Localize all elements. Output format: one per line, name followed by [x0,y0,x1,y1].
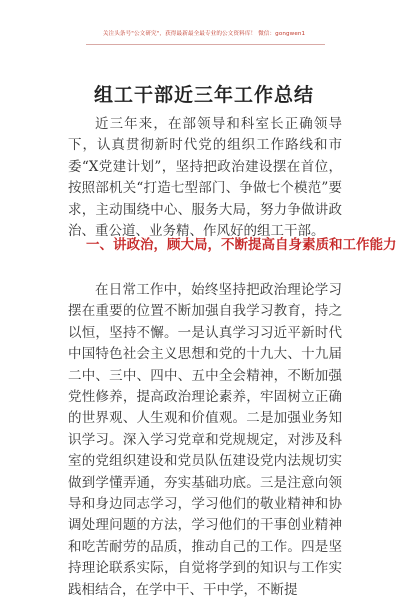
section-paragraph: 在日常工作中，始终坚持把政治理论学习摆在重要的位置不断加强自我学习教育，持之以恒，坚持不懈。一是认真学习习近平新时代中国特色社会主义思想和党的十九大、十九届二中、三中、四中、五中全会精神，不断加强党性修养，提高政治理论素养，牢固树立正确的世界观、人生观和价值观。二是加强业务知识学习。深入学习党章和党规规定，对涉及科室的党组织建设和党员队伍建设党内法规切实做到学懂弄通，夯实基础功底。三是注意向领导和身边同志学习，学习他们的敬业精神和协调处理问题的方法，学习他们的干事创业精神和吃苦耐劳的品质，推动自己的工作。四是坚持理论联系实际，自觉将学到的知识与工作实践相结合，在学中干、干中学，不断提 [68,282,342,598]
header-banner: 关注头条号"公文研究"，获得最新最全最专业的公文资料库！ 微信：gongwen1 [102,31,306,37]
section-heading: 一、讲政治，顾大局，不断提高自身素质和工作能力 [86,237,397,253]
intro-paragraph: 近三年来，在部领导和科室长正确领导下，认真贯彻新时代党的组织工作路线和市委“X党建计划”，坚持把政治建设摆在首位，按照部机关“打造七型部门、争做七个模范”要求，主动围绕中心、服务大局，努力争做讲政治、重公道、业务精、作风好的组工干部。 [68,116,342,240]
document-title: 组工干部近三年工作总结 [93,84,314,106]
banner-divider [86,44,325,45]
